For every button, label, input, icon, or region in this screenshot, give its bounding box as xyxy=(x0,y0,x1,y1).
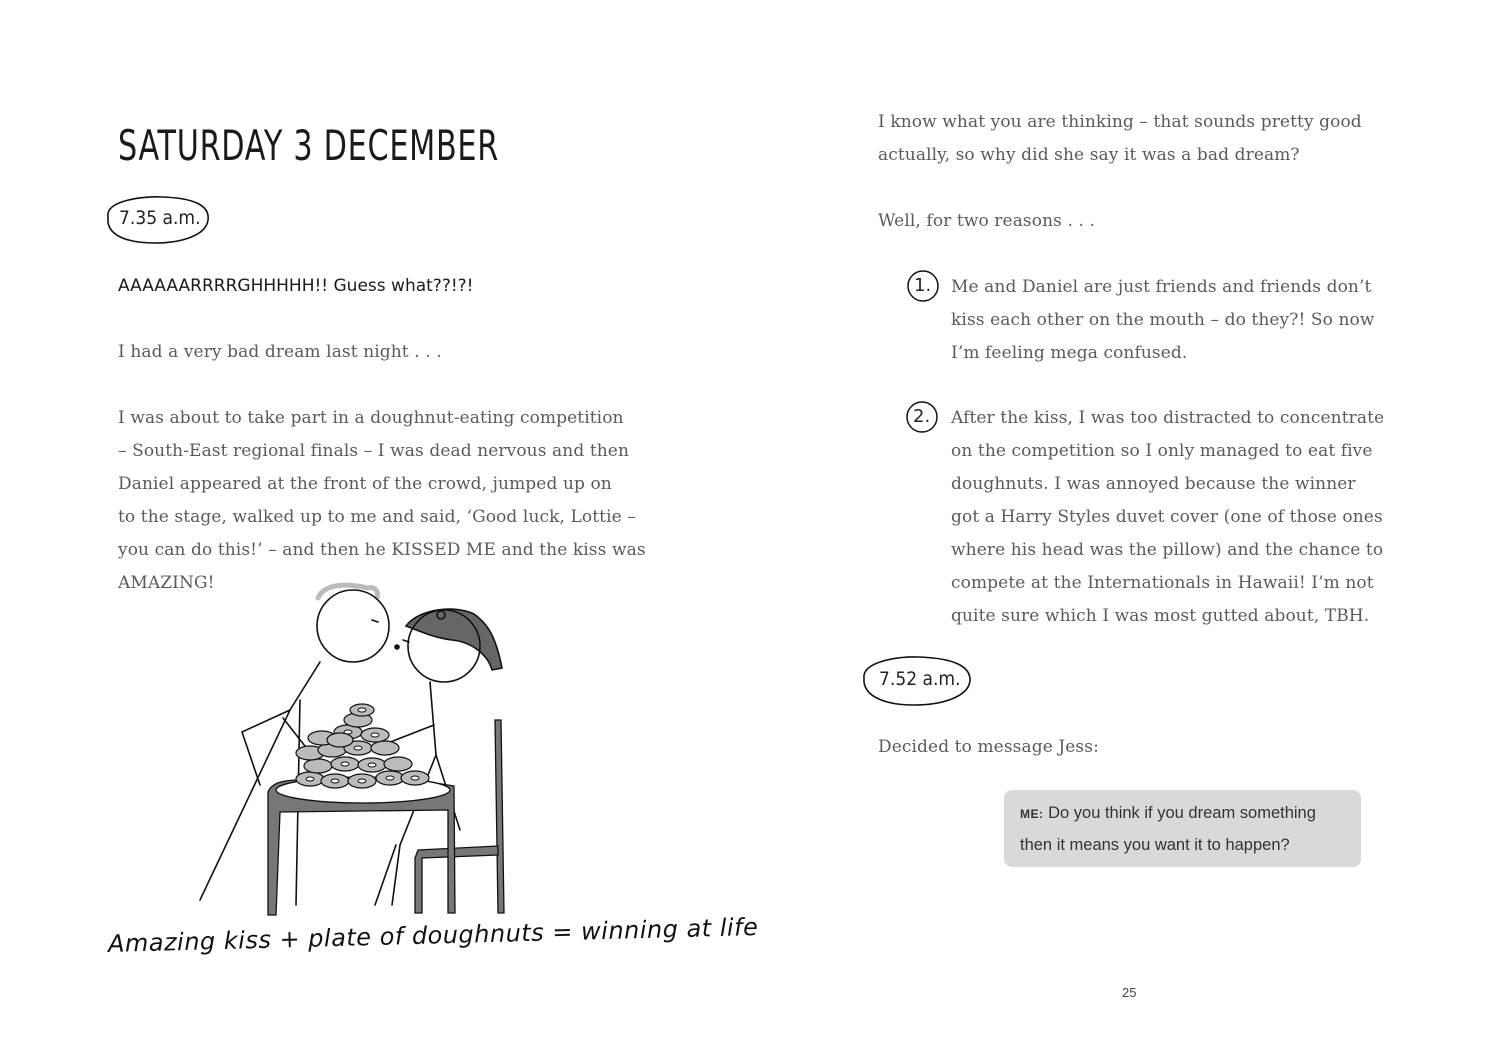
dream-line: to the stage, walked up to me and said, ‘Good luck, Lottie – xyxy=(118,507,636,527)
reason-line: where his head was the pillow) and the chance to xyxy=(951,540,1384,560)
message-sender: ME: xyxy=(1020,807,1044,821)
kiss-doughnuts-illustration xyxy=(100,570,660,930)
reason-line: Me and Daniel are just friends and friends don’t xyxy=(951,277,1372,297)
reason-line: doughnuts. I was annoyed because the winner xyxy=(951,474,1356,494)
exclamation-text: AAAAAARRRRGHHHHH!! Guess what??!?! xyxy=(118,276,474,296)
dream-line: – South-East regional finals – I was dead nervous and then xyxy=(118,441,630,461)
reason-number: 2. xyxy=(913,406,931,427)
reason-line: I’m feeling mega confused. xyxy=(951,343,1188,363)
illustration-caption: Amazing kiss + plate of doughnuts = winning at life xyxy=(107,912,759,958)
dream-line: AMAZING! xyxy=(118,573,215,593)
message-intro: Decided to message Jess: xyxy=(878,737,1099,757)
page-heading: SATURDAY 3 DECEMBER xyxy=(118,121,499,170)
reason-line: After the kiss, I was too distracted to concentrate xyxy=(951,408,1385,428)
reason-line: kiss each other on the mouth – do they?! So now xyxy=(951,310,1375,330)
doughnut-pile xyxy=(296,704,429,788)
reasons-intro: Well, for two reasons . . . xyxy=(878,211,1095,231)
chat-message-bubble xyxy=(1004,790,1361,867)
reason-number: 1. xyxy=(914,275,932,296)
dream-line: I was about to take part in a doughnut-eating competition xyxy=(118,408,624,428)
message-line: Do you think if you dream something xyxy=(1048,804,1316,822)
message-line: then it means you want it to happen? xyxy=(1020,836,1290,854)
dream-line: you can do this!’ – and then he KISSED ME and the kiss was xyxy=(118,540,646,560)
opening-line: I know what you are thinking – that sounds pretty good xyxy=(878,112,1362,132)
time-stamp-2: 7.52 a.m. xyxy=(879,668,961,690)
reason-line: quite sure which I was most gutted about, TBH. xyxy=(951,606,1370,626)
page-number: 25 xyxy=(1122,985,1137,1000)
dream-line: Daniel appeared at the front of the crowd, jumped up on xyxy=(118,474,612,494)
reason-line: got a Harry Styles duvet cover (one of those ones xyxy=(951,507,1383,527)
time-stamp-1: 7.35 a.m. xyxy=(119,207,201,229)
opening-line: actually, so why did she say it was a bad dream? xyxy=(878,145,1300,165)
intro-paragraph: I had a very bad dream last night . . . xyxy=(118,342,442,362)
reason-line: on the competition so I only managed to eat five xyxy=(951,441,1373,461)
reason-line: compete at the Internationals in Hawaii! I’m not xyxy=(951,573,1374,593)
